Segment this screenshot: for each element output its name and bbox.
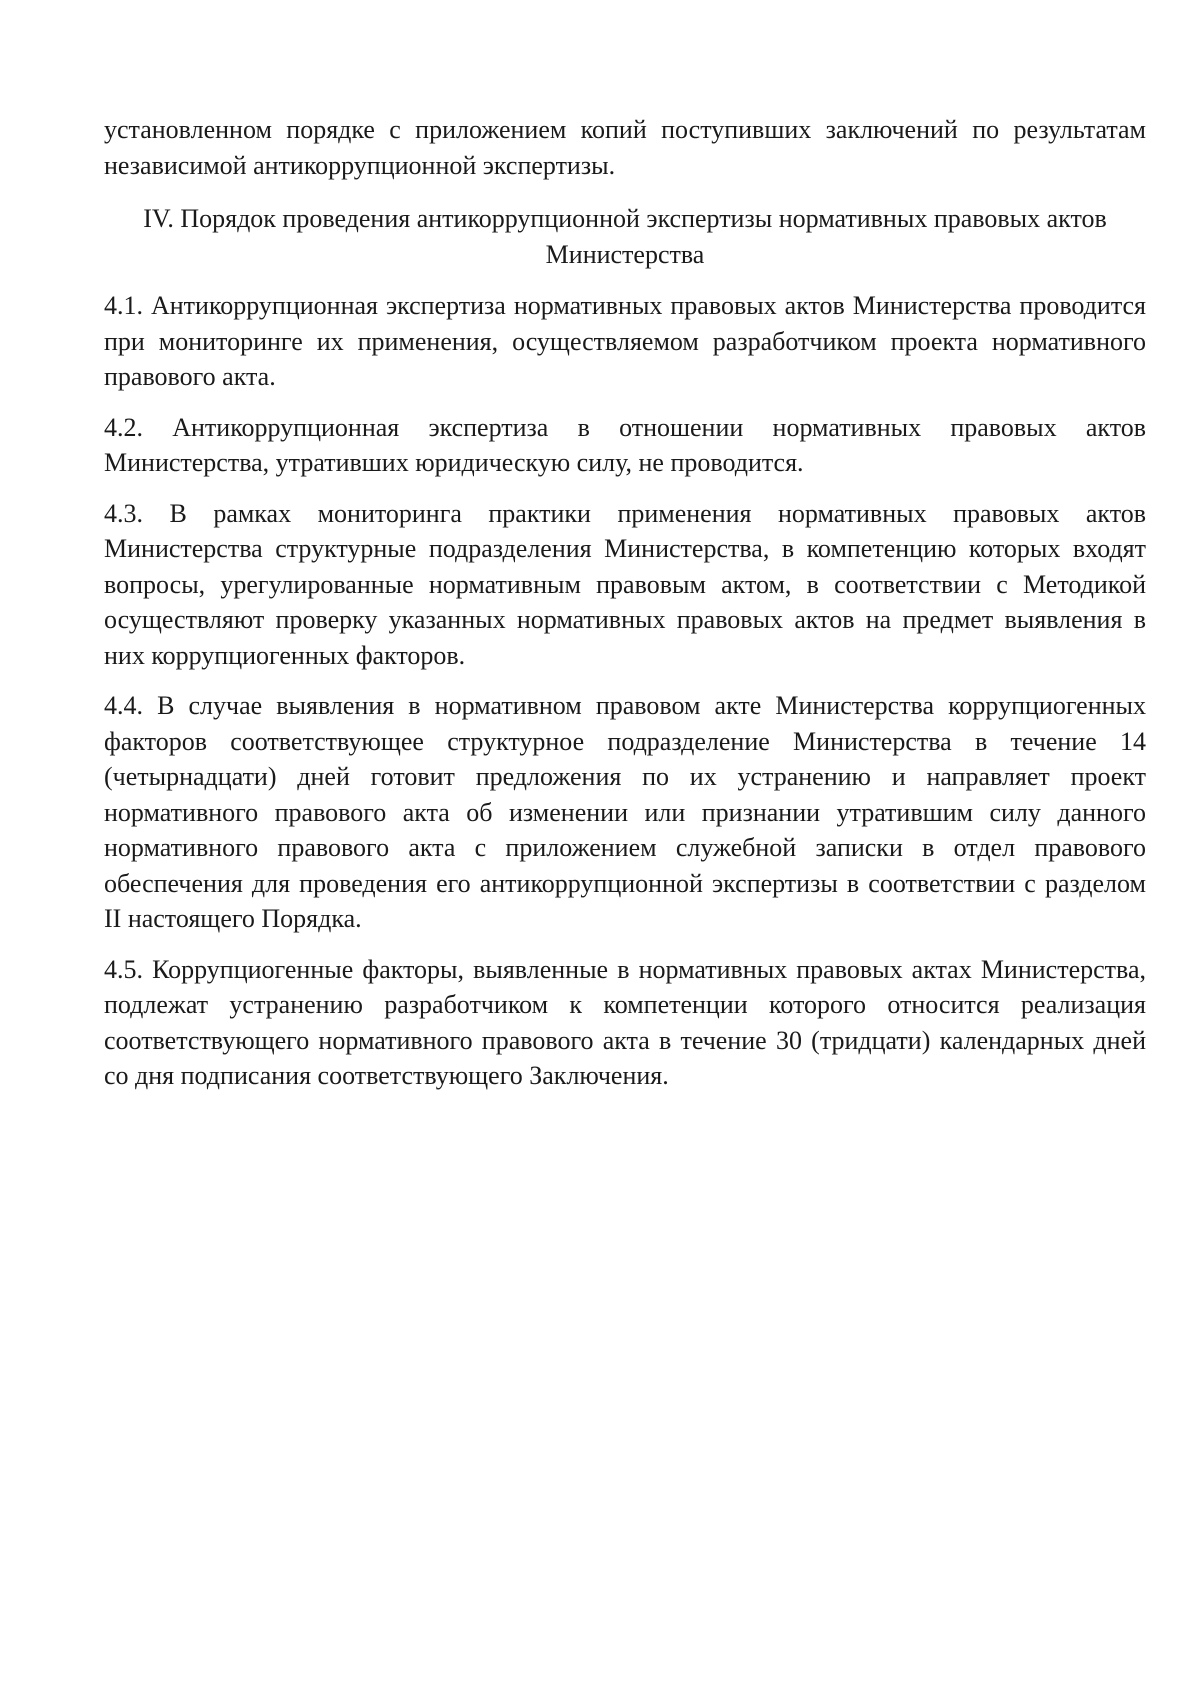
continuation-paragraph: установленном порядке с приложением копий поступивших заключений по результатам независимой антикоррупционной экспертизы.	[104, 115, 1146, 180]
document-body	[104, 112, 1146, 1109]
paragraph-4-2: 4.2. Антикоррупционная экспертиза в отношении нормативных правовых актов Министерства, утративших юридическую силу, не проводится.	[104, 412, 1146, 477]
paragraph-4-3: 4.3. В рамках мониторинга практики применения нормативных правовых актов Министерства структурные подразделения Министерства, в компетенцию которых входят вопросы, урегулированные нормативным правовым актом, в соответствии с Методикой осуществляют проверку указанных нормативных правовых актов на предмет выявления в них коррупциогенных факторов.	[104, 498, 1146, 670]
paragraph-4-4: 4.4. В случае выявления в нормативном правовом акте Министерства коррупциогенных факторов соответствующее структурное подразделение Министерства в течение 14 (четырнадцати) дней готовит предложения по их устранению и направляет проект нормативного правового акта об изменении или признании утратившим силу данного нормативного правового акта с приложением служебной записки в отдел правового обеспечения для проведения его антикоррупционной экспертизы в соответствии с разделом II настоящего Порядка.	[104, 691, 1146, 933]
paragraph-4-5: 4.5. Коррупциогенные факторы, выявленные в нормативных правовых актах Министерства, подлежат устранению разработчиком к компетенции которого относится реализация соответствующего нормативного правового акта в течение 30 (тридцати) календарных дней со дня подписания соответствующего Заключения.	[104, 954, 1146, 1090]
paragraph-4-1: 4.1. Антикоррупционная экспертиза нормативных правовых актов Министерства проводится при мониторинге их применения, осуществляемом разработчиком проекта нормативного правового акта.	[104, 291, 1146, 391]
section-heading: IV. Порядок проведения антикоррупционной экспертизы нормативных правовых актов Министерства	[143, 204, 1107, 269]
